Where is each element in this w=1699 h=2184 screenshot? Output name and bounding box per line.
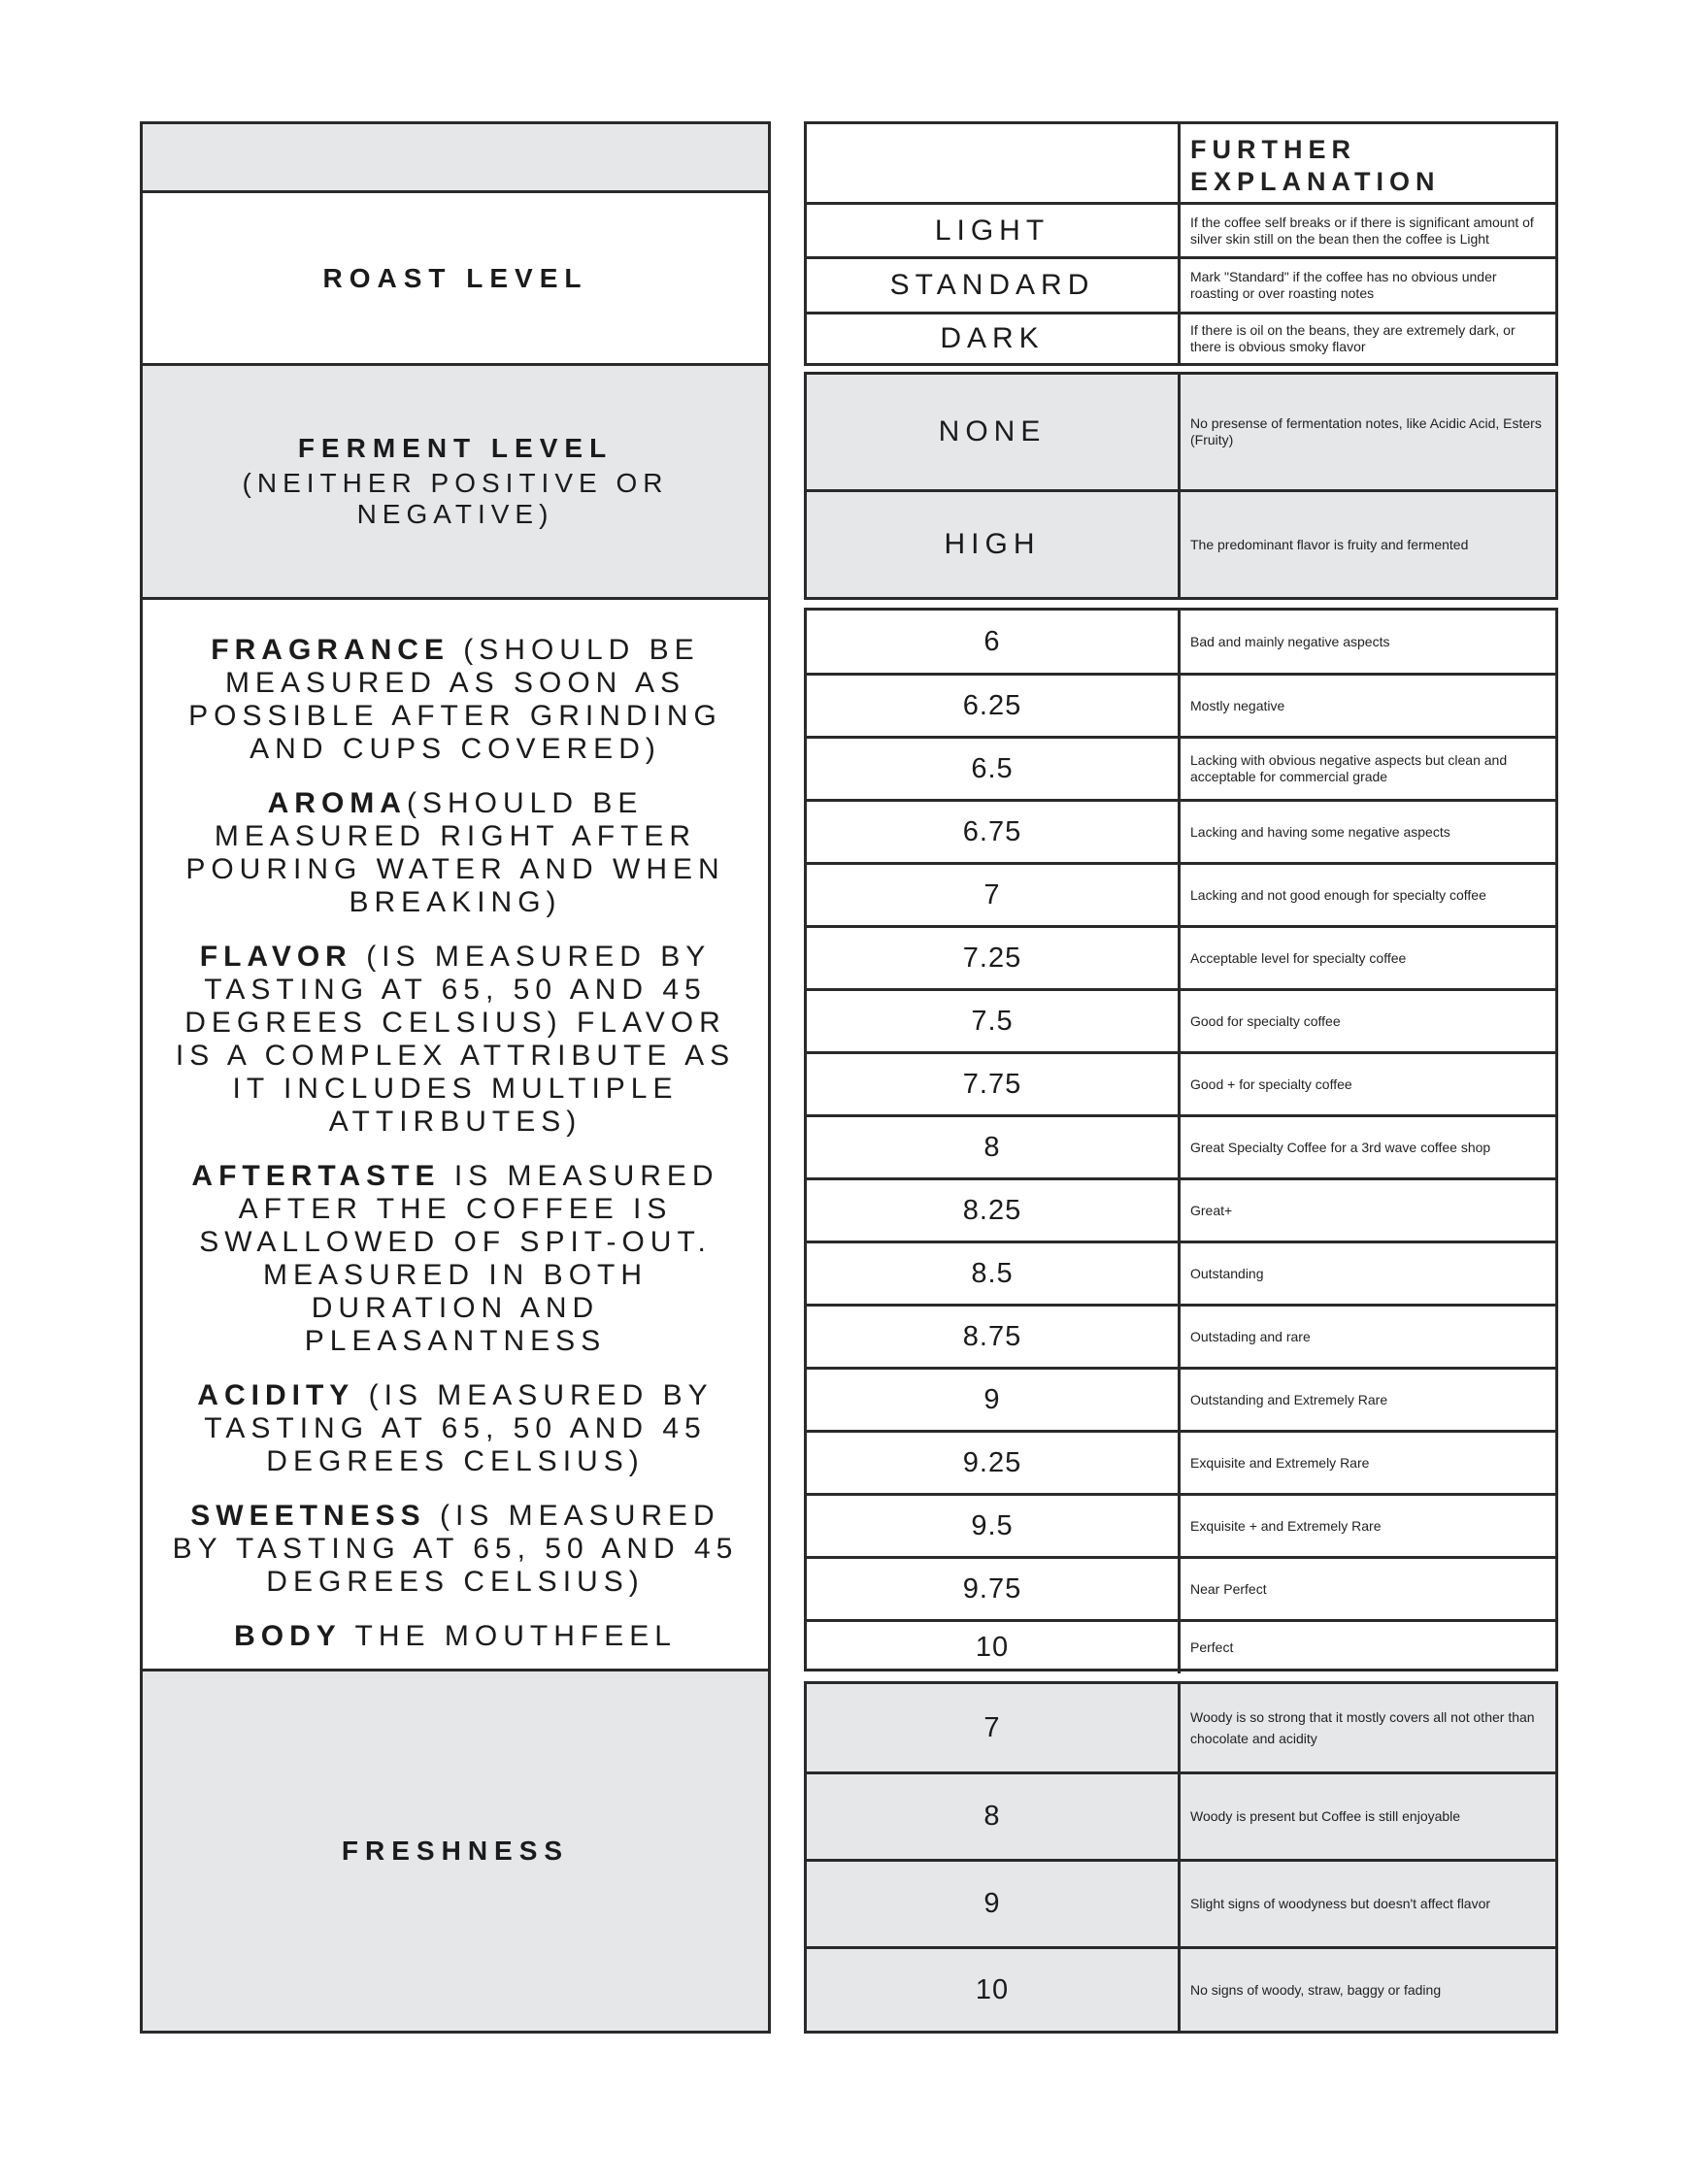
roast-level-table bbox=[804, 121, 1558, 366]
table-row bbox=[807, 1859, 1555, 1946]
table-row bbox=[807, 925, 1555, 988]
score-value: 7.75 bbox=[807, 1054, 1181, 1114]
ferment-level-title: FERMENT LEVEL bbox=[297, 433, 614, 463]
ferment-explanation: The predominant flavor is fruity and fermented bbox=[1190, 536, 1469, 552]
table-row bbox=[807, 1367, 1555, 1430]
score-explanation: Outstanding and Extremely Rare bbox=[1190, 1391, 1388, 1407]
score-value: 7 bbox=[807, 865, 1181, 925]
table-row bbox=[807, 1771, 1555, 1859]
score-explanation: Exquisite and Extremely Rare bbox=[1190, 1454, 1370, 1471]
score-explanation: Good + for specialty coffee bbox=[1190, 1075, 1352, 1092]
table-row bbox=[807, 988, 1555, 1051]
freshness-explanation: No signs of woody, straw, baggy or fading bbox=[1190, 1981, 1442, 1998]
ferment-value: NONE bbox=[807, 375, 1181, 489]
attribute-score-table bbox=[804, 608, 1558, 1671]
further-explanation-header: FURTHER EXPLANATION bbox=[1190, 135, 1441, 196]
score-value: 9.75 bbox=[807, 1559, 1181, 1619]
roast-explanation: If the coffee self breaks or if there is significant amount of silver skin still on the bean then the coffee is Light bbox=[1190, 214, 1534, 247]
score-value: 8.75 bbox=[807, 1307, 1181, 1367]
attribute-desc: IS MEASURED AFTER THE COFFEE IS SWALLOWED OF SPIT-OUT. MEASURED IN BOTH DURATION AND PLEASANTNESS bbox=[199, 1159, 719, 1357]
freshness-value: 10 bbox=[807, 1949, 1181, 2031]
attributes-label-cell bbox=[140, 597, 771, 1671]
score-value: 6.25 bbox=[807, 676, 1181, 736]
table-row bbox=[807, 1114, 1555, 1177]
score-explanation: Great+ bbox=[1190, 1202, 1233, 1218]
attribute-flavor bbox=[164, 941, 747, 1139]
table-row bbox=[807, 1241, 1555, 1304]
table-row bbox=[807, 256, 1555, 312]
ferment-level-table bbox=[804, 372, 1558, 600]
attribute-name: AROMA bbox=[267, 786, 407, 819]
roast-level-label-cell bbox=[140, 190, 771, 366]
ferment-level-subtitle: (NEITHER POSITIVE OR NEGATIVE) bbox=[242, 468, 669, 529]
score-explanation: Bad and mainly negative aspects bbox=[1190, 633, 1390, 649]
score-explanation: Lacking and having some negative aspects bbox=[1190, 823, 1450, 840]
score-explanation: Mostly negative bbox=[1190, 697, 1285, 713]
score-value: 8.5 bbox=[807, 1243, 1181, 1304]
attribute-sweetness bbox=[164, 1500, 747, 1599]
freshness-value: 9 bbox=[807, 1862, 1181, 1946]
score-value: 7.5 bbox=[807, 991, 1181, 1051]
attribute-name: SWEETNESS bbox=[190, 1499, 426, 1532]
table-row bbox=[807, 1619, 1555, 1673]
roast-explanation: Mark "Standard" if the coffee has no obvious under roasting or over roasting notes bbox=[1190, 269, 1497, 301]
attribute-fragrance bbox=[164, 634, 747, 766]
table-row bbox=[807, 1493, 1555, 1556]
score-explanation: Acceptable level for specialty coffee bbox=[1190, 949, 1407, 966]
attribute-desc: (SHOULD BE MEASURED RIGHT AFTER POURING WATER AND WHEN BREAKING) bbox=[185, 786, 725, 918]
roast-value: STANDARD bbox=[807, 259, 1181, 312]
score-value: 6 bbox=[807, 611, 1181, 673]
attribute-name: ACIDITY bbox=[197, 1378, 355, 1411]
score-explanation: Great Specialty Coffee for a 3rd wave coffee shop bbox=[1190, 1139, 1491, 1155]
header-value-cell bbox=[807, 124, 1181, 202]
table-row bbox=[807, 1684, 1555, 1771]
table-row bbox=[807, 202, 1555, 256]
ferment-level-label-cell bbox=[140, 363, 771, 600]
score-explanation: Good for specialty coffee bbox=[1190, 1012, 1341, 1029]
score-value: 9.25 bbox=[807, 1433, 1181, 1493]
freshness-table bbox=[804, 1681, 1558, 2034]
freshness-explanation: Woody is so strong that it mostly covers all not other than chocolate and acidity bbox=[1190, 1709, 1535, 1746]
attribute-desc: (IS MEASURED BY TASTING AT 65, 50 AND 45 DEGREES CELSIUS) bbox=[204, 1378, 714, 1477]
score-value: 8.25 bbox=[807, 1180, 1181, 1241]
attribute-desc: (IS MEASURED BY TASTING AT 65, 50 AND 45 DEGREES CELSIUS) bbox=[172, 1499, 739, 1598]
freshness-value: 7 bbox=[807, 1684, 1181, 1771]
left-header-cell bbox=[140, 121, 771, 193]
table-header-row bbox=[807, 124, 1555, 202]
roast-explanation: If there is oil on the beans, they are extremely dark, or there is obvious smoky flavor bbox=[1190, 322, 1516, 354]
table-row bbox=[807, 1304, 1555, 1367]
score-explanation: Exquisite + and Extremely Rare bbox=[1190, 1517, 1382, 1534]
attribute-aftertaste bbox=[164, 1160, 747, 1358]
roast-level-title: ROAST LEVEL bbox=[322, 262, 588, 293]
table-row bbox=[807, 862, 1555, 925]
freshness-explanation: Woody is present but Coffee is still enjoyable bbox=[1190, 1808, 1461, 1824]
table-row bbox=[807, 799, 1555, 862]
ferment-value: HIGH bbox=[807, 492, 1181, 597]
attribute-body bbox=[164, 1620, 747, 1653]
table-row bbox=[807, 736, 1555, 799]
score-explanation: Outstading and rare bbox=[1190, 1328, 1311, 1344]
table-row bbox=[807, 611, 1555, 673]
score-explanation: Outstanding bbox=[1190, 1265, 1264, 1281]
score-explanation: Lacking with obvious negative aspects but clean and acceptable for commercial grade bbox=[1190, 752, 1508, 784]
score-value: 6.75 bbox=[807, 802, 1181, 862]
freshness-value: 8 bbox=[807, 1774, 1181, 1859]
table-row bbox=[807, 489, 1555, 597]
freshness-explanation: Slight signs of woodyness but doesn't affect flavor bbox=[1190, 1896, 1491, 1911]
score-explanation: Near Perfect bbox=[1190, 1580, 1267, 1597]
score-value: 9 bbox=[807, 1370, 1181, 1430]
table-row bbox=[807, 312, 1555, 363]
table-row bbox=[807, 1556, 1555, 1619]
roast-value: LIGHT bbox=[807, 205, 1181, 256]
freshness-title: FRESHNESS bbox=[341, 1836, 570, 1866]
score-value: 8 bbox=[807, 1117, 1181, 1177]
attribute-name: FLAVOR bbox=[199, 940, 352, 973]
attribute-aroma bbox=[164, 787, 747, 919]
attribute-acidity bbox=[164, 1379, 747, 1478]
table-row bbox=[807, 1430, 1555, 1493]
score-value: 6.5 bbox=[807, 739, 1181, 799]
table-row bbox=[807, 1177, 1555, 1241]
table-row bbox=[807, 1051, 1555, 1114]
table-row bbox=[807, 673, 1555, 736]
attribute-desc: (IS MEASURED BY TASTING AT 65, 50 AND 45 DEGREES CELSIUS) FLAVOR IS A COMPLEX ATTRIBUTE AS IT INCLUDES MULTIPLE ATTIRBUTES) bbox=[175, 940, 736, 1138]
attribute-name: BODY bbox=[234, 1619, 342, 1652]
score-value: 10 bbox=[807, 1622, 1181, 1673]
attribute-desc: THE MOUTHFEEL bbox=[341, 1619, 677, 1652]
attribute-desc: (SHOULD BE MEASURED AS SOON AS POSSIBLE AFTER GRINDING AND CUPS COVERED) bbox=[188, 633, 722, 765]
attribute-name: FRAGRANCE bbox=[211, 633, 450, 666]
score-explanation: Perfect bbox=[1190, 1639, 1234, 1655]
table-row bbox=[807, 1946, 1555, 2031]
table-row bbox=[807, 375, 1555, 489]
score-value: 9.5 bbox=[807, 1496, 1181, 1556]
freshness-label-cell bbox=[140, 1669, 771, 2034]
attribute-name: AFTERTASTE bbox=[191, 1159, 441, 1192]
score-value: 7.25 bbox=[807, 928, 1181, 988]
ferment-explanation: No presense of fermentation notes, like Acidic Acid, Esters (Fruity) bbox=[1190, 415, 1542, 447]
score-explanation: Lacking and not good enough for specialty coffee bbox=[1190, 886, 1486, 903]
roast-value: DARK bbox=[807, 314, 1181, 363]
